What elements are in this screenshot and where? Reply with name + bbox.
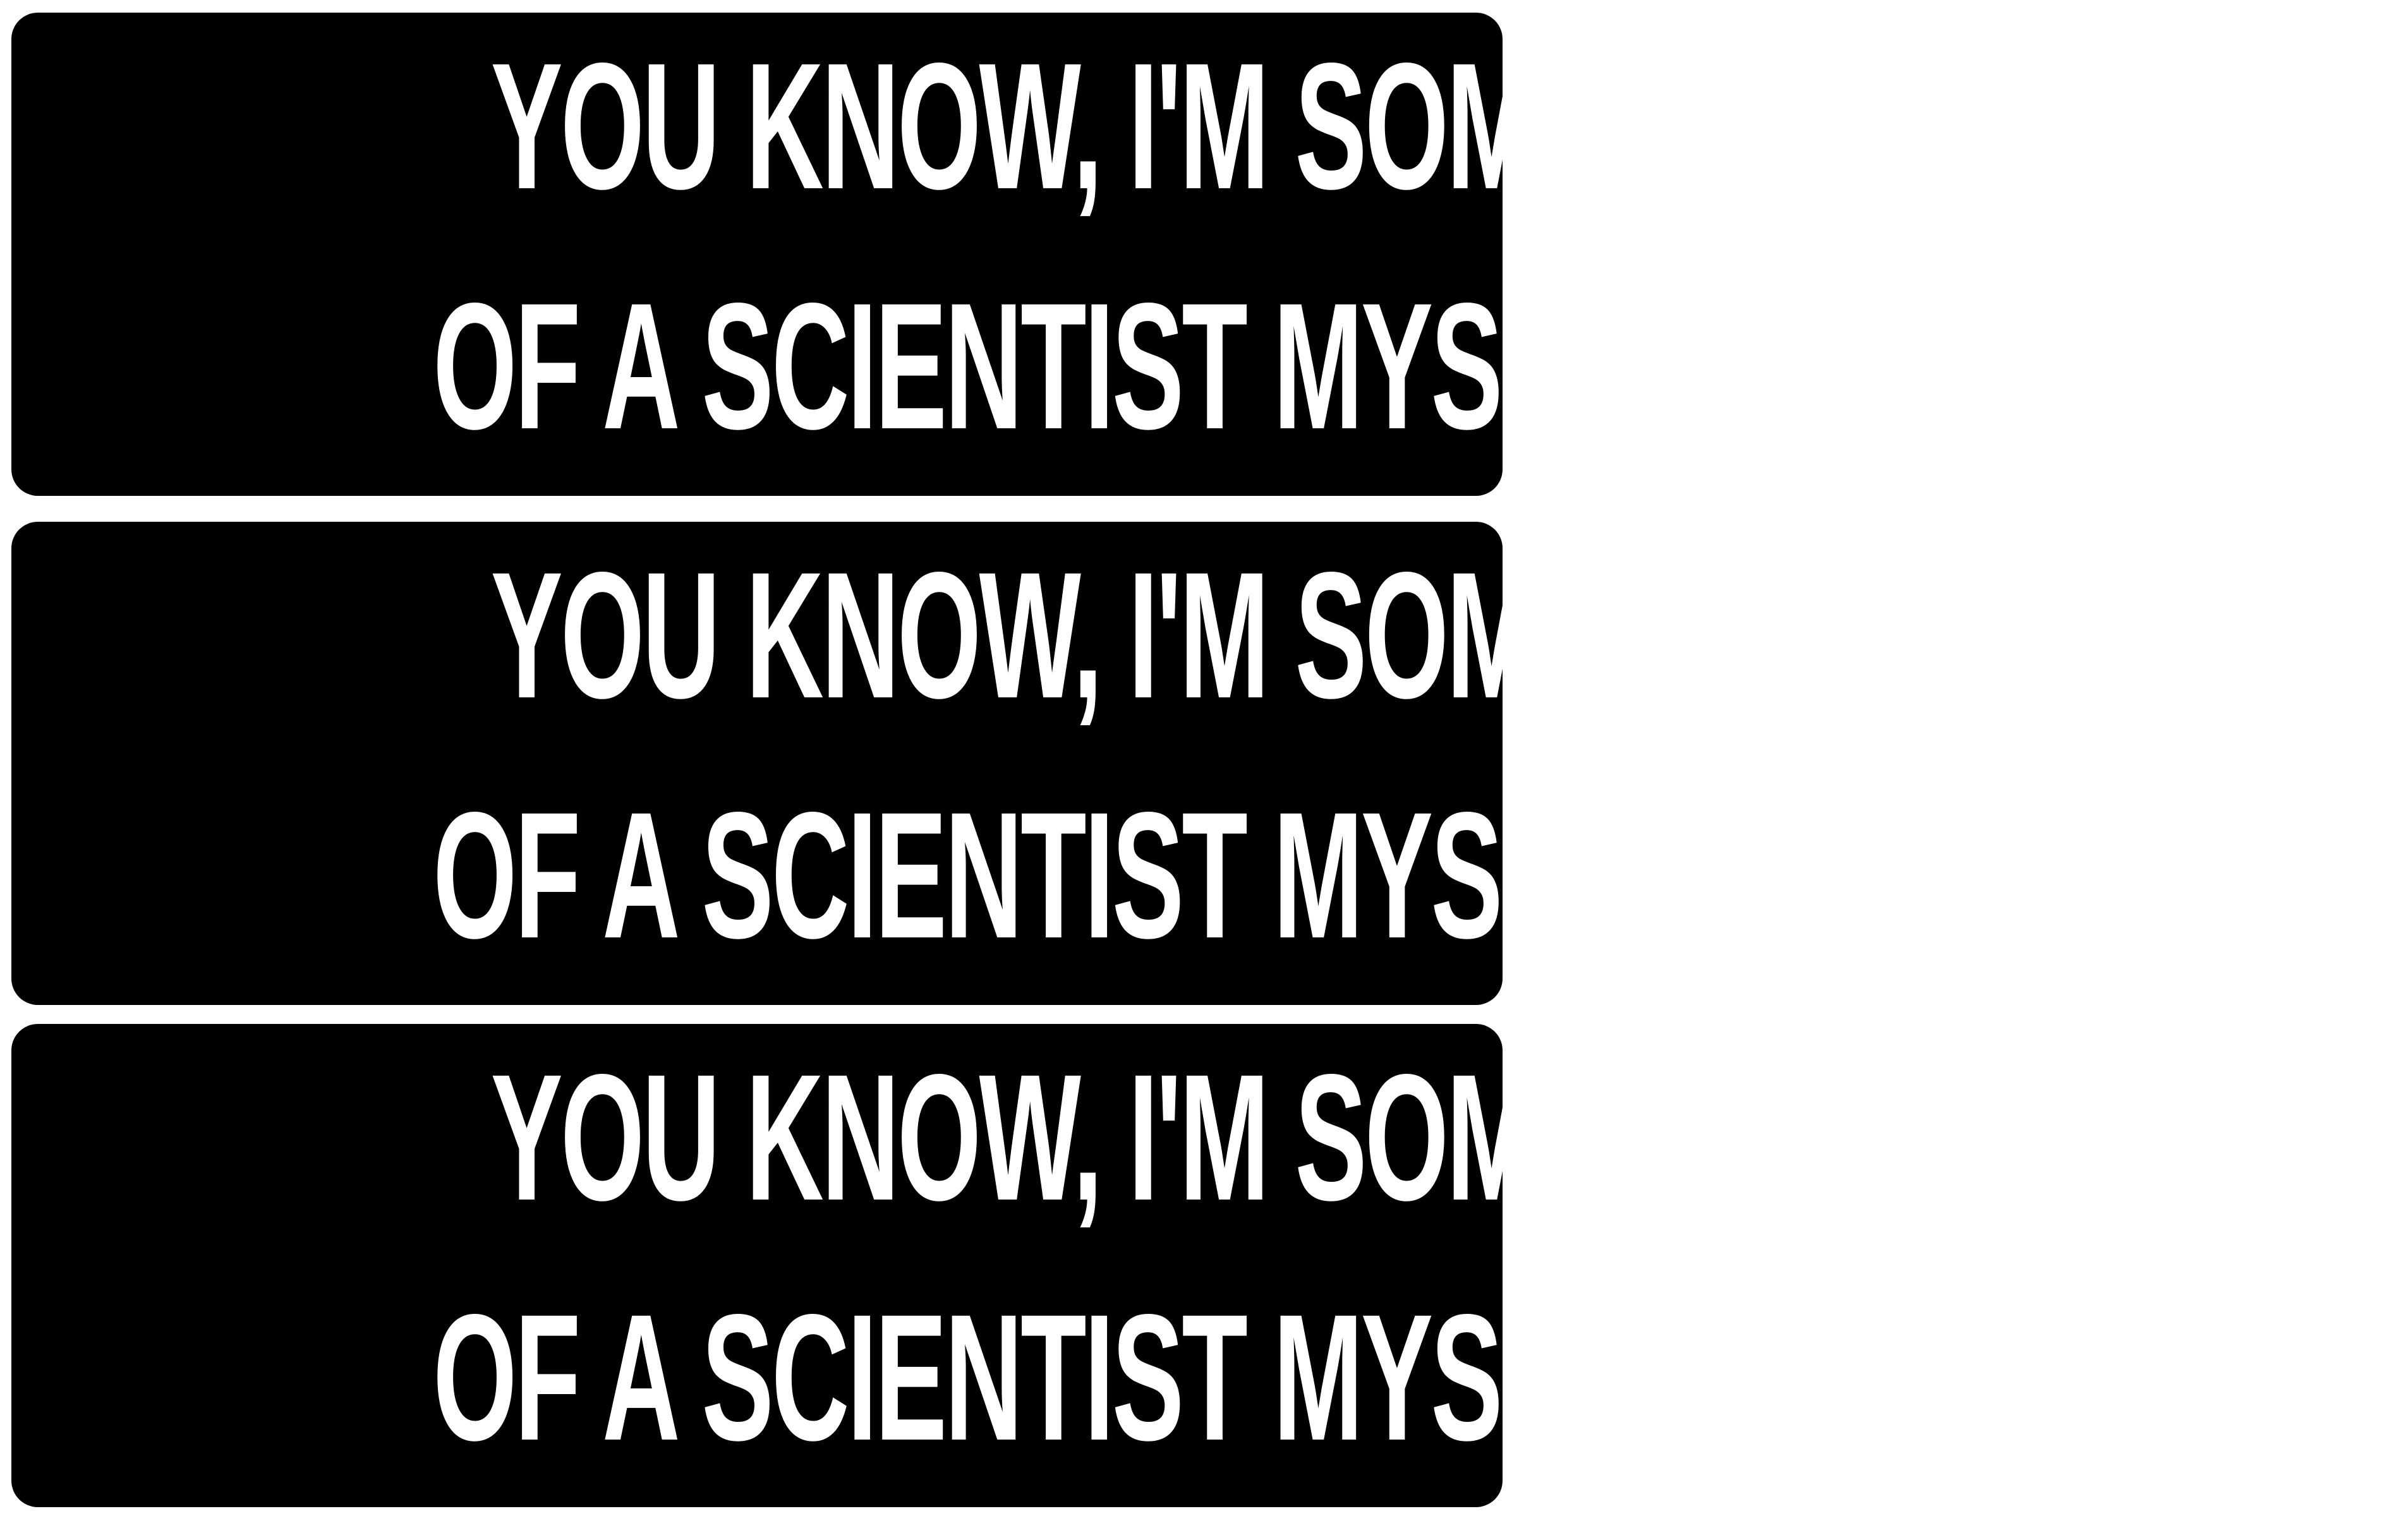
sticker-2-line-1-text: YOU KNOW, I'M SOMETHING — [490, 535, 1929, 736]
sticker-3 — [11, 1024, 1929, 1507]
sticker-3-line-2-text: OF A SCIENTIST MYSELF — [433, 1277, 1698, 1478]
sticker-3-line-2 — [11, 1277, 1698, 1478]
sticker-3-line-1-text: YOU KNOW, I'M SOMETHING — [490, 1037, 1929, 1238]
sticker-1 — [11, 13, 1929, 496]
sticker-2-line-2 — [11, 775, 1698, 976]
sticker-2-line-2-text: OF A SCIENTIST MYSELF — [433, 775, 1698, 976]
sticker-1-line-1-text: YOU KNOW, I'M SOMETHING — [490, 26, 1929, 227]
sticker-1-line-2 — [11, 266, 1698, 467]
sticker-1-line-2-text: OF A SCIENTIST MYSELF — [433, 266, 1698, 467]
sticker-2-line-1 — [11, 535, 1929, 736]
sticker-3-line-1 — [11, 1037, 1929, 1238]
sticker-2 — [11, 522, 1929, 1005]
sticker-1-line-1 — [11, 26, 1929, 227]
